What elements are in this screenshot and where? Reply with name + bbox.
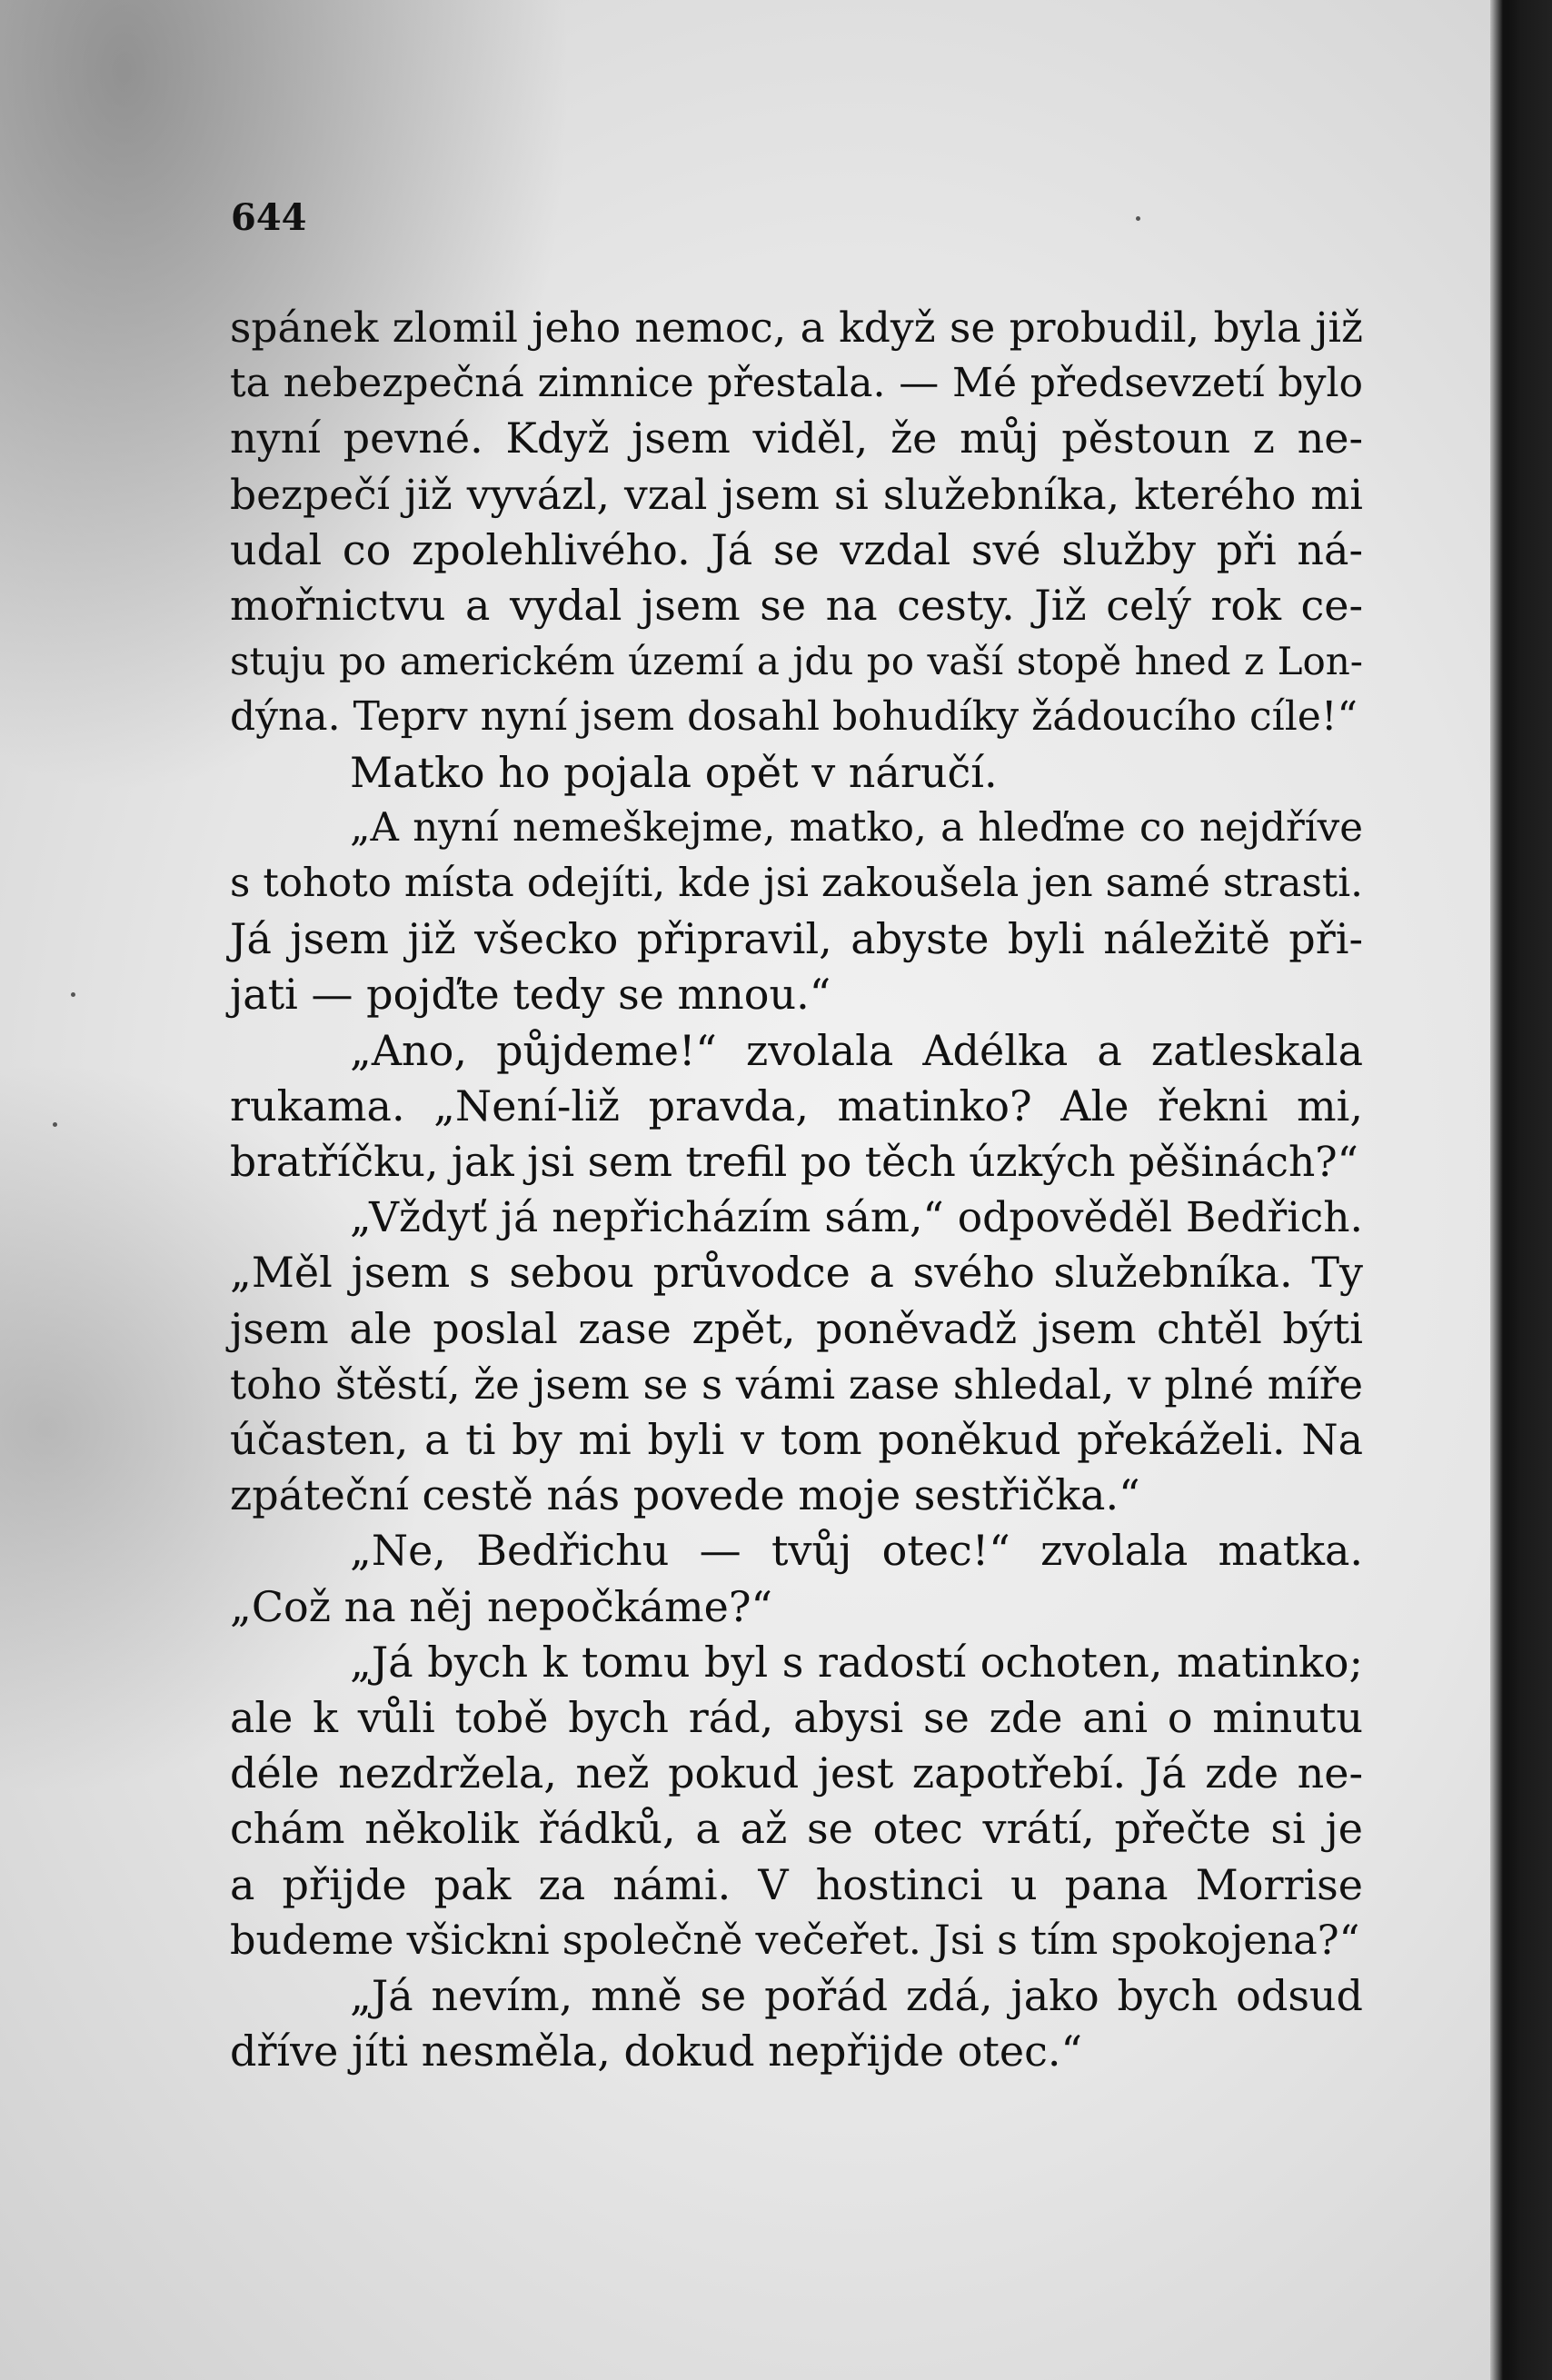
page-number: 644	[231, 196, 307, 239]
text-line: dýna. Teprv nyní jsem dosahl bohudíky žádoucího cíle!“	[230, 693, 1358, 741]
text-line: bratříčku, jak jsi sem trefil po těch úzkých pěšinách?“	[230, 1138, 1358, 1187]
text-line: s tohoto místa odejíti, kde jsi zakoušela jen samé strasti.	[230, 861, 1363, 907]
text-line: účasten, a ti by mi byli v tom poněkud překáželi. Na	[230, 1415, 1363, 1465]
text-line: stuju po americkém území a jdu po vaší stopě hned z Lon-	[230, 639, 1363, 684]
text-line: spánek zlomil jeho nemoc, a když se probudil, byla již	[230, 304, 1363, 352]
text-line: dříve jíti nesměla, dokud nepřijde otec.“	[230, 2026, 1083, 2076]
text-line: „Já nevím, mně se pořád zdá, jako bych odsud	[350, 1971, 1363, 2021]
text-line: ale k vůli tobě bych rád, abysi se zde ani o minutu	[230, 1693, 1363, 1743]
text-line: Matko ho pojala opět v náručí.	[350, 747, 998, 797]
text-line: ta nebezpečná zimnice přestala. — Mé předsevzetí bylo	[230, 360, 1363, 407]
text-line: „Ne, Bedřichu — tvůj otec!“ zvolala matka.	[350, 1526, 1363, 1576]
text-line: jsem ale poslal zase zpět, poněvadž jsem chtěl býti	[230, 1303, 1363, 1353]
text-line: mořnictvu a vydal jsem se na cesty. Již celý rok ce-	[230, 581, 1363, 631]
book-spine-edge	[1490, 0, 1552, 2380]
text-line: budeme všickni společně večeřet. Jsi s tím spokojena?“	[230, 1917, 1360, 1964]
text-line: nyní pevné. Když jsem viděl, že můj pěstoun z ne-	[230, 413, 1363, 463]
text-line: udal co zpolehlivého. Já se vzdal své služby při ná-	[230, 524, 1363, 574]
text-line: toho štěstí, že jsem se s vámi zase shledal, v plné míře	[230, 1359, 1363, 1409]
text-line: déle nezdržela, než pokud jest zapotřebí. Já zde ne-	[230, 1748, 1363, 1798]
text-line: bezpečí již vyvázl, vzal jsem si služebníka, kterého mi	[230, 470, 1363, 519]
print-speck	[53, 1122, 57, 1127]
print-speck	[1136, 216, 1140, 221]
text-line: „Což na něj nepočkáme?“	[230, 1581, 773, 1631]
text-line: „Já bych k tomu byl s radostí ochoten, matinko;	[350, 1637, 1363, 1687]
text-line: Já jsem již všecko připravil, abyste byli náležitě při-	[230, 914, 1363, 964]
text-line: jati — pojďte tedy se mnou.“	[230, 970, 831, 1020]
body-text	[230, 300, 1363, 2080]
text-line: „Měl jsem s sebou průvodce a svého služebníka. Ty	[230, 1248, 1363, 1298]
text-line: a přijde pak za námi. V hostinci u pana Morrise	[230, 1859, 1363, 1909]
text-line: „Vždyť já nepřicházím sám,“ odpověděl Bedřich.	[350, 1193, 1363, 1242]
text-line: chám několik řádků, a až se otec vrátí, přečte si je	[230, 1804, 1363, 1854]
text-line: zpáteční cestě nás povede moje sestřička.“	[230, 1470, 1140, 1520]
text-line: „A nyní nemeškejme, matko, a hleďme co nejdříve	[350, 804, 1363, 851]
text-line: rukama. „Není-liž pravda, matinko? Ale řekni mi,	[230, 1080, 1363, 1130]
text-line: „Ano, půjdeme!“ zvolala Adélka a zatleskala	[350, 1025, 1363, 1075]
print-speck	[71, 992, 75, 997]
